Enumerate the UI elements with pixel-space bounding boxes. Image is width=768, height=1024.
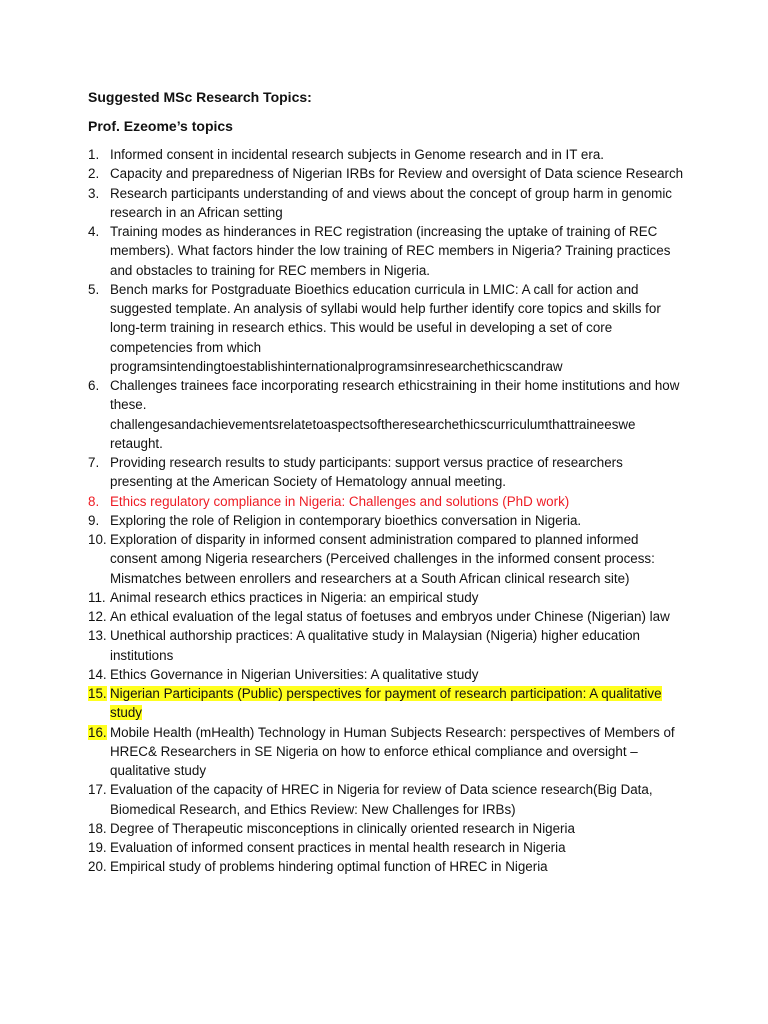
- list-item: [88, 184, 688, 223]
- item-text: Ethics Governance in Nigerian Universities: A qualitative study: [110, 666, 479, 682]
- item-text: Unethical authorship practices: A qualitative study in Malaysian (Nigeria) higher education institutions: [110, 628, 640, 663]
- item-text: Research participants understanding of and views about the concept of group harm in genomic research in an African setting: [110, 185, 673, 220]
- list-item: [88, 280, 688, 376]
- list-item: [88, 838, 688, 857]
- item-text: [110, 684, 688, 723]
- item-number: 19.: [88, 840, 107, 855]
- item-number: 1.: [88, 147, 100, 162]
- list-item: [88, 222, 688, 280]
- list-item: [88, 857, 688, 876]
- highlighted-text: Nigerian Participants (Public) perspectives for payment of research participation: A qualitative study: [110, 686, 662, 721]
- item-number: [88, 723, 110, 781]
- list-item: [88, 453, 688, 492]
- item-number: 18.: [88, 820, 107, 836]
- item-number: 6.: [88, 378, 100, 393]
- list-item: [88, 530, 688, 588]
- document-title: Suggested MSc Research Topics:: [88, 89, 312, 105]
- list-item: [88, 145, 688, 164]
- item-text: An ethical evaluation of the legal status of foetuses and embryos under Chinese (Nigerian) law: [110, 609, 670, 624]
- item-text: Providing research results to study participants: support versus practice of researchers presenting at the American Society of Hematology annual meeting.: [110, 455, 623, 490]
- item-number: 2.: [88, 166, 100, 182]
- list-item-red: [88, 492, 688, 511]
- item-number: 14.: [88, 666, 107, 682]
- item-number: 10.: [88, 532, 107, 547]
- item-text: Exploring the role of Religion in contemporary bioethics conversation in Nigeria.: [110, 512, 582, 528]
- list-item: [88, 511, 688, 530]
- list-item: [88, 607, 688, 626]
- item-number: 12.: [88, 609, 107, 624]
- item-number: 5.: [88, 281, 100, 297]
- item-text: Bench marks for Postgraduate Bioethics education curricula in LMIC: A call for action and suggested template. An analysis of syllabi would help further identify core topics and skills for long-term training in research ethics. This would be useful in developing a set of core competencies from which programsintendingtoestablishinternationalprogramsinresearchethicscandraw: [110, 281, 661, 374]
- list-item: [88, 626, 688, 665]
- item-text: Empirical study of problems hindering optimal function of HREC in Nigeria: [110, 859, 548, 875]
- item-text: Challenges trainees face incorporating research ethicstraining in their home institutions and how these. challengesandachievementsrelatetoaspectsoftheresearchethicscurriculumthattraineeswe retaught.: [110, 378, 680, 451]
- item-number: 13.: [88, 628, 107, 644]
- item-number: 20.: [88, 859, 107, 875]
- highlighted-number: 16.: [88, 724, 107, 740]
- item-text: Evaluation of informed consent practices in mental health research in Nigeria: [110, 840, 566, 855]
- highlighted-number: 15.: [88, 686, 107, 701]
- list-item: [88, 819, 688, 838]
- item-text: Animal research ethics practices in Nigeria: an empirical study: [110, 589, 479, 605]
- list-item: [88, 780, 688, 819]
- item-text: Informed consent in incidental research subjects in Genome research and in IT era.: [110, 147, 604, 162]
- list-item-highlighted: [88, 684, 688, 723]
- item-number: 17.: [88, 782, 107, 798]
- section-title: Prof. Ezeome’s topics: [88, 118, 233, 134]
- list-item: [88, 164, 688, 183]
- list-item: [88, 665, 688, 684]
- item-text: Ethics regulatory compliance in Nigeria: Challenges and solutions (PhD work): [110, 493, 570, 509]
- item-number: 9.: [88, 512, 100, 528]
- topics-list: [88, 145, 688, 877]
- item-number: 3.: [88, 185, 100, 201]
- item-number: 4.: [88, 224, 100, 239]
- item-number: 11.: [88, 589, 106, 605]
- list-item: [88, 723, 688, 781]
- item-text: Exploration of disparity in informed consent administration compared to planned informed consent among Nigeria researchers (Perceived challenges in the informed consent process: Mismatches between enrollers and researchers at a South African clinical research site): [110, 532, 655, 586]
- list-item: [88, 588, 688, 607]
- item-number: 7.: [88, 455, 100, 470]
- item-text: Degree of Therapeutic misconceptions in clinically oriented research in Nigeria: [110, 820, 575, 836]
- item-text: Training modes as hinderances in REC registration (increasing the uptake of training of REC members). What factors hinder the low training of REC members in Nigeria? Training practices and obstacles to training for REC members in Nigeria.: [110, 224, 671, 278]
- item-text: Evaluation of the capacity of HREC in Nigeria for review of Data science research(Big Data, Biomedical Research, and Ethics Review: New Challenges for IRBs): [110, 782, 653, 817]
- list-item: [88, 376, 688, 453]
- item-text: Mobile Health (mHealth) Technology in Human Subjects Research: perspectives of Members of HREC& Researchers in SE Nigeria on how to enforce ethical compliance and oversight – qualitative study: [110, 724, 675, 778]
- item-number: 8.: [88, 493, 100, 509]
- item-text: Capacity and preparedness of Nigerian IRBs for Review and oversight of Data science Research: [110, 166, 684, 182]
- item-number: [88, 684, 110, 723]
